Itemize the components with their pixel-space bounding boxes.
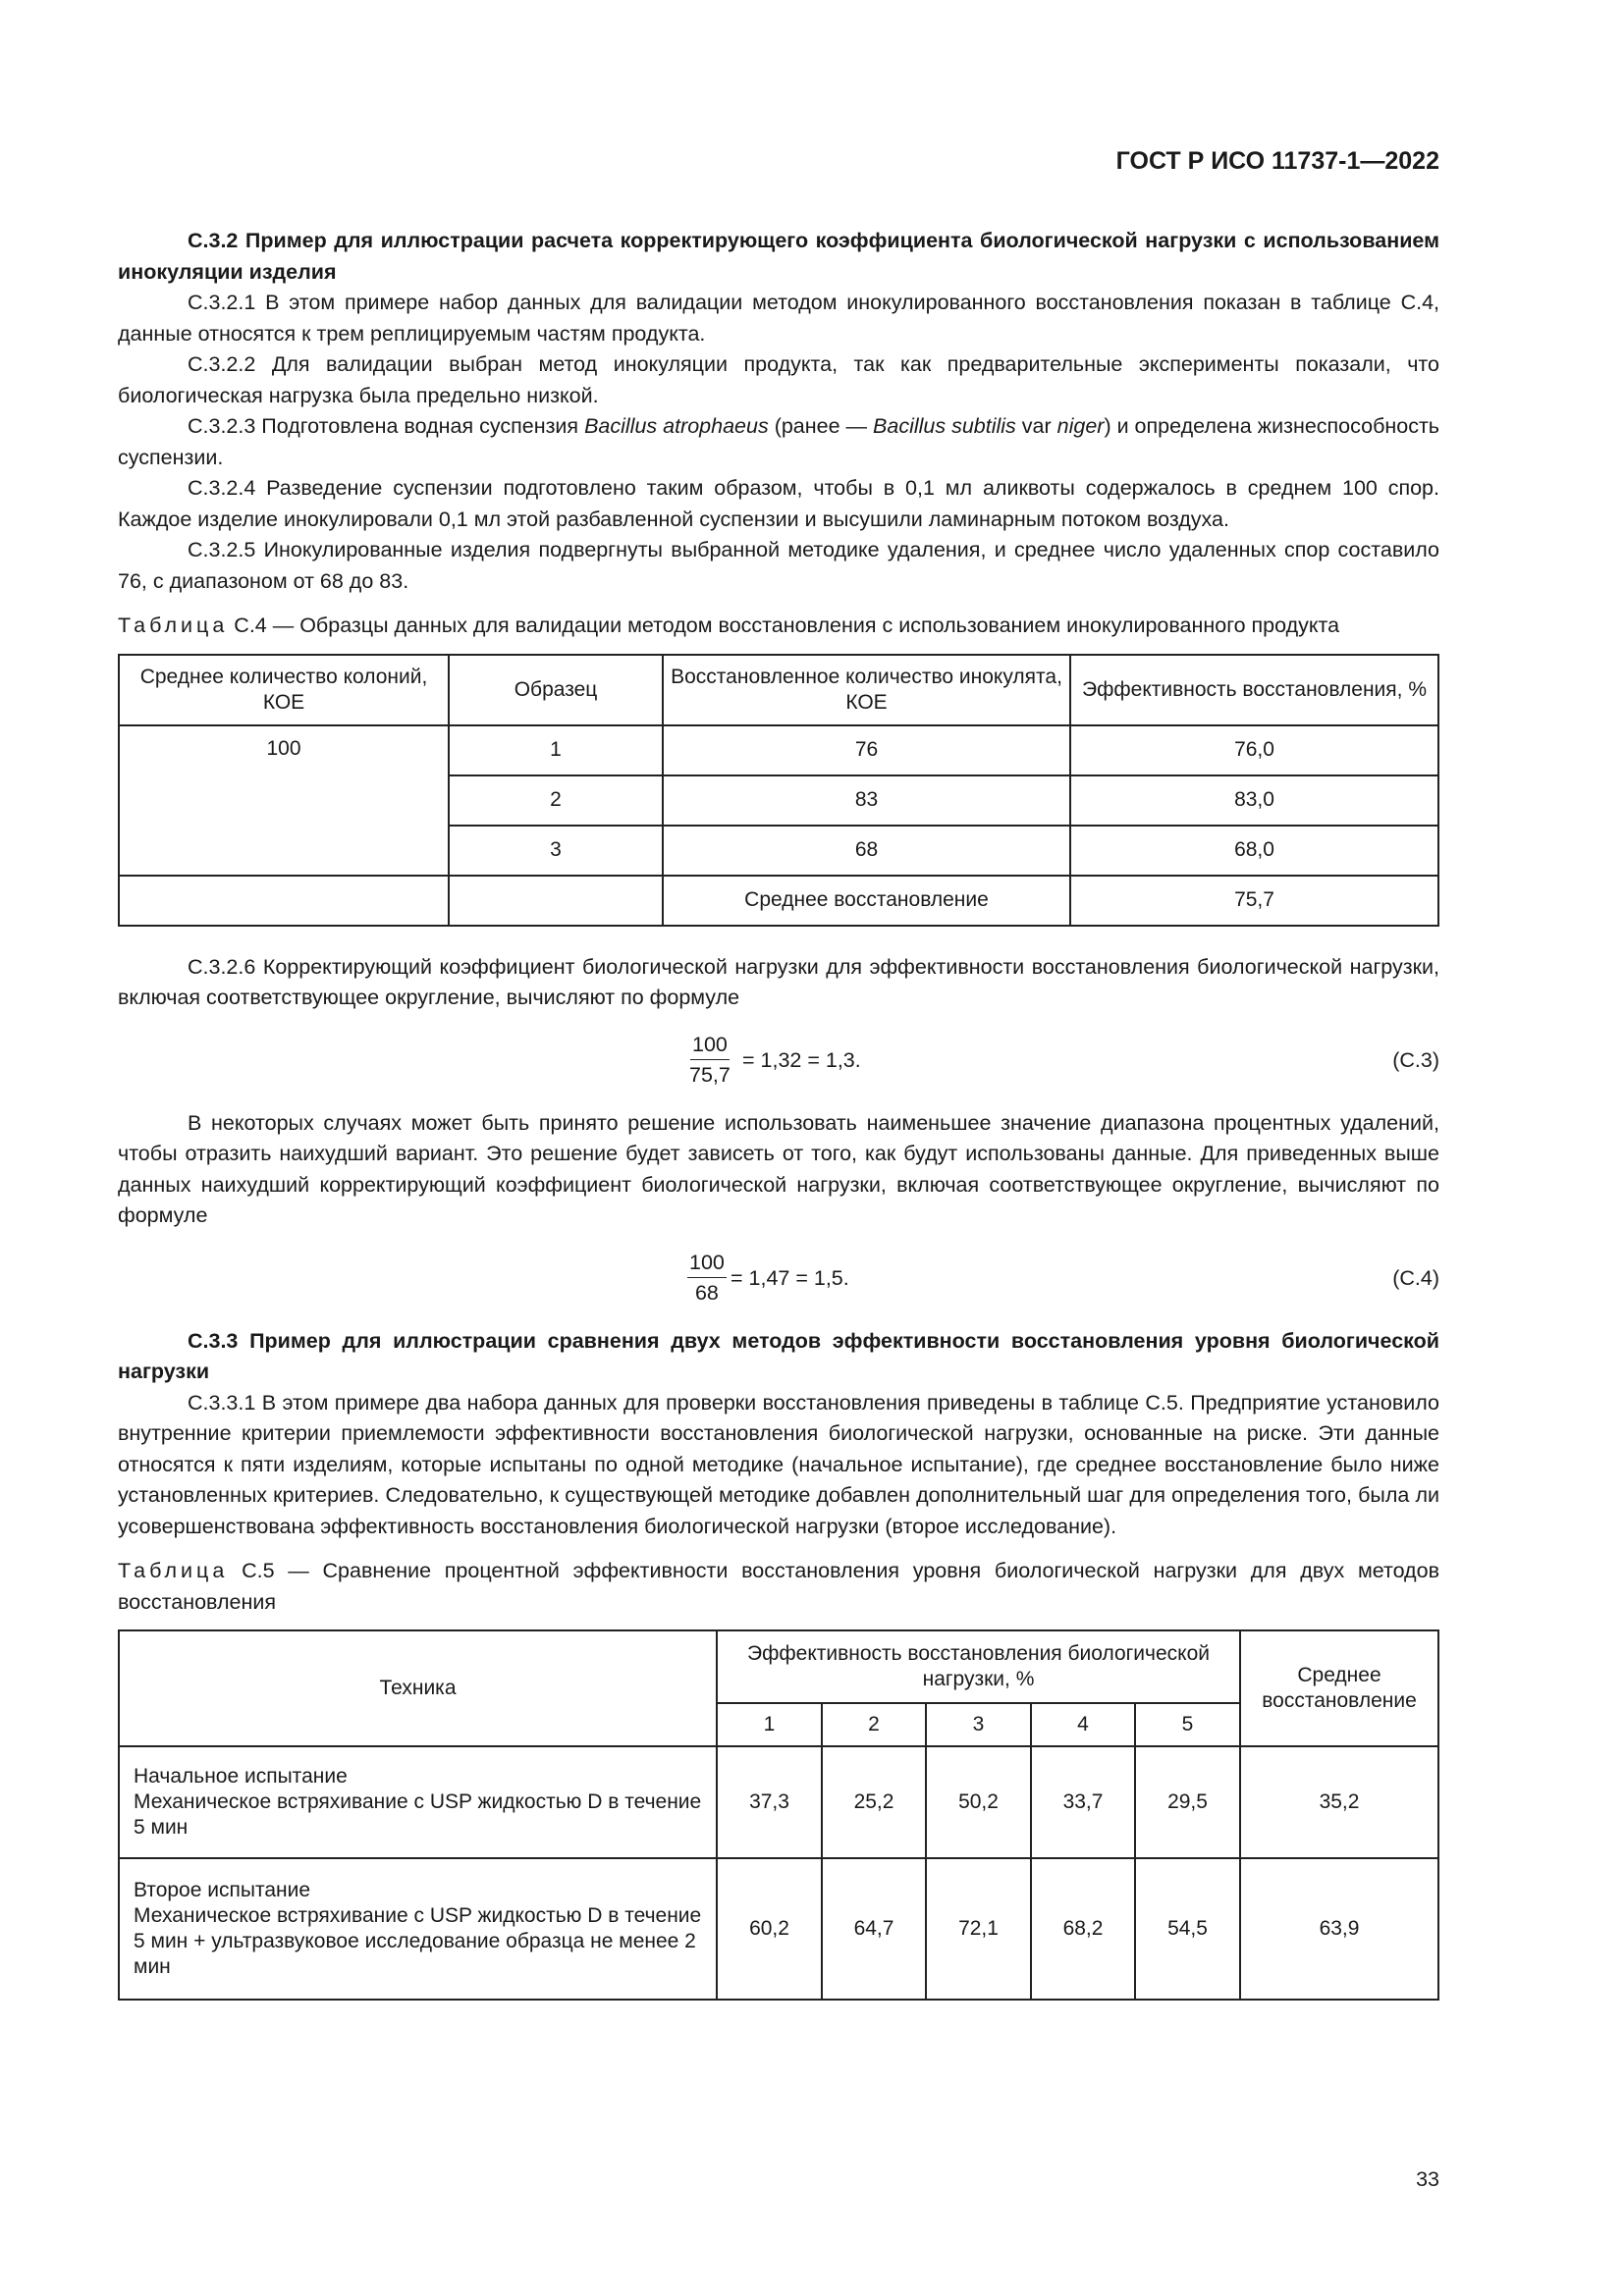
table-header: Среднее количество колоний, КОЕ [119, 655, 449, 725]
paragraph: С.3.3.1 В этом примере два набора данных для проверки восстановления приведены в таблице С.5. Предприятие установило внутренние критерии приемлемости эффективности восстановления биологической нагрузки, основанные на риске. Эти данные относятся к пяти изделиям, которые испытаны по одной методике (начальное испытание), где среднее восстановление было ниже установленных критериев. Следовательно, к существующей методике добавлен дополнительный шаг для определения того, была ли усовершенствована эффективность восстановления биологической нагрузки (второе исследование). [118, 1390, 1439, 1538]
table-c4 [118, 654, 1439, 927]
table-c5: Техника Эффективность восстановления биологической нагрузки, % Среднее восстановление 1 2 3 4 5 Начальное испытание Механическое встряхивание с USP жидкостью D в течение 5 мин 37,3 25,2 50,2 33,7 29,5 35,2 Второе испытание Механическое встряхивание с USP жидкостью D в течение 5 мин + ультразвуковое исследование образца не менее 2 мин 60,2 64,7 72,1 68,2 54,5 63,9 [118, 1629, 1439, 2001]
table-row: Второе испытание Механическое встряхивание с USP жидкостью D в течение 5 мин + ультразвуковое исследование образца не менее 2 мин 60,2 64,7 72,1 68,2 54,5 63,9 [119, 1858, 1438, 2000]
page-number: 33 [1416, 2167, 1439, 2191]
formula-c4: $\frac{100}{68}$ = 1,47 = 1,5. (С.4) [118, 1242, 1439, 1314]
table-row: 100 1 76 76,0 [119, 725, 1438, 775]
table-header: Эффективность восстановления, % [1070, 655, 1438, 725]
table-row: 2 83 83,0 [119, 775, 1438, 826]
formula-c3: $\frac{100}{75,7}$ = 1,32 = 1,3. (С.3) [118, 1024, 1439, 1096]
paragraph: С.3.2.2 Для валидации выбран метод инокуляции продукта, так как предварительные эксперименты показали, что биологическая нагрузка была предельно низкой. [118, 352, 1439, 407]
paragraph: С.3.2.1 В этом примере набор данных для валидации методом инокулированного восстановления показан в таблице С.4, данные относятся к трем реплицируемым частям продукта. [118, 291, 1439, 346]
table-row-average: Среднее восстановление 75,7 [119, 876, 1438, 926]
table-caption: Таблица С.4 — Образцы данных для валидации методом восстановления с использованием инокулированного продукта [118, 614, 1340, 637]
paragraph: С.3.2.3 Подготовлена водная суспензия Bacillus atrophaeus (ранее — Bacillus subtilis var niger) и определена жизнеспособность суспензии. [118, 414, 1440, 469]
section-heading-c32: С.3.2 Пример для иллюстрации расчета корректирующего коэффициента биологической нагрузки с использованием инокуляции изделия [118, 229, 1439, 284]
paragraph: С.3.2.5 Инокулированные изделия подвергнуты выбранной методике удаления, и среднее число удаленных спор составило 76, с диапазоном от 68 до 83. [118, 538, 1439, 593]
table-header: Восстановленное количество инокулята, КОЕ [663, 655, 1070, 725]
paragraph: В некоторых случаях может быть принято решение использовать наименьшее значение диапазона процентных удалений, чтобы отразить наихудший вариант. Это решение будет зависеть от того, как будут использованы данные. Для приведенных выше данных наихудший корректирующий коэффициент биологической нагрузки, включая соответствующее округление, вычисляют по формуле [118, 1110, 1439, 1227]
paragraph: С.3.2.4 Разведение суспензии подготовлено таким образом, чтобы в 0,1 мл аликвоты содержалось в среднем 100 спор. Каждое изделие инокулировали 0,1 мл этой разбавленной суспензии и высушили ламинарным потоком воздуха. [118, 476, 1439, 531]
section-heading-c33: С.3.3 Пример для иллюстрации сравнения двух методов эффективности восстановления уровня биологической нагрузки [118, 1328, 1439, 1383]
table-caption: Таблица С.5 — Сравнение процентной эффективности восстановления уровня биологической нагрузки для двух методов восстановления [118, 1559, 1439, 1614]
table-header: Образец [449, 655, 663, 725]
paragraph: С.3.2.6 Корректирующий коэффициент биологической нагрузки для эффективности восстановления биологической нагрузки, включая соответствующее округление, вычисляют по формуле [118, 954, 1439, 1009]
table-row: 3 68 68,0 [119, 826, 1438, 876]
table-row: Начальное испытание Механическое встряхивание с USP жидкостью D в течение 5 мин 37,3 25,2 50,2 33,7 29,5 35,2 [119, 1746, 1438, 1858]
document-header: ГОСТ Р ИСО 11737-1—2022 [1115, 147, 1439, 175]
